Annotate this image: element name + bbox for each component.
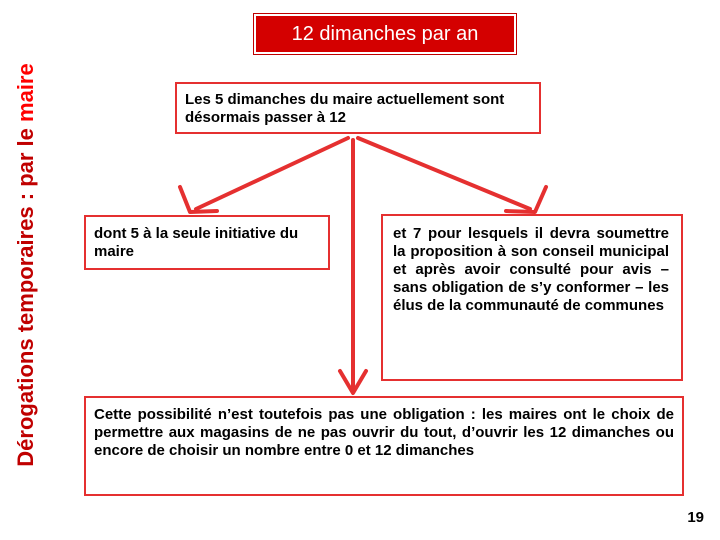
right-box: et 7 pour lesquels il devra soumettre la proposition à son conseil municipal et après avoir consulté pour avis – sans obligation de s’y conformer – les élus de la communauté de communes xyxy=(381,214,683,381)
headline-banner: 12 dimanches par an xyxy=(254,14,516,54)
arrow-right-shaft xyxy=(358,138,530,209)
bottom-box: Cette possibilité n’est toutefois pas une obligation : les maires ont le choix de permettre aux magasins de ne pas ouvrir du tout, d’ouvrir les 12 dimanches ou encore de choisir un nombre entre 0 et 12 dimanches xyxy=(84,396,684,496)
arrow-left-shaft xyxy=(196,138,348,209)
vertical-title-main: Dérogations temporaires : par le xyxy=(13,121,38,467)
top-box: Les 5 dimanches du maire actuellement sont désormais passer à 12 xyxy=(175,82,541,134)
page-number: 19 xyxy=(687,509,704,526)
vertical-title-accent: maire xyxy=(13,63,38,122)
left-box: dont 5 à la seule initiative du maire xyxy=(84,215,330,270)
